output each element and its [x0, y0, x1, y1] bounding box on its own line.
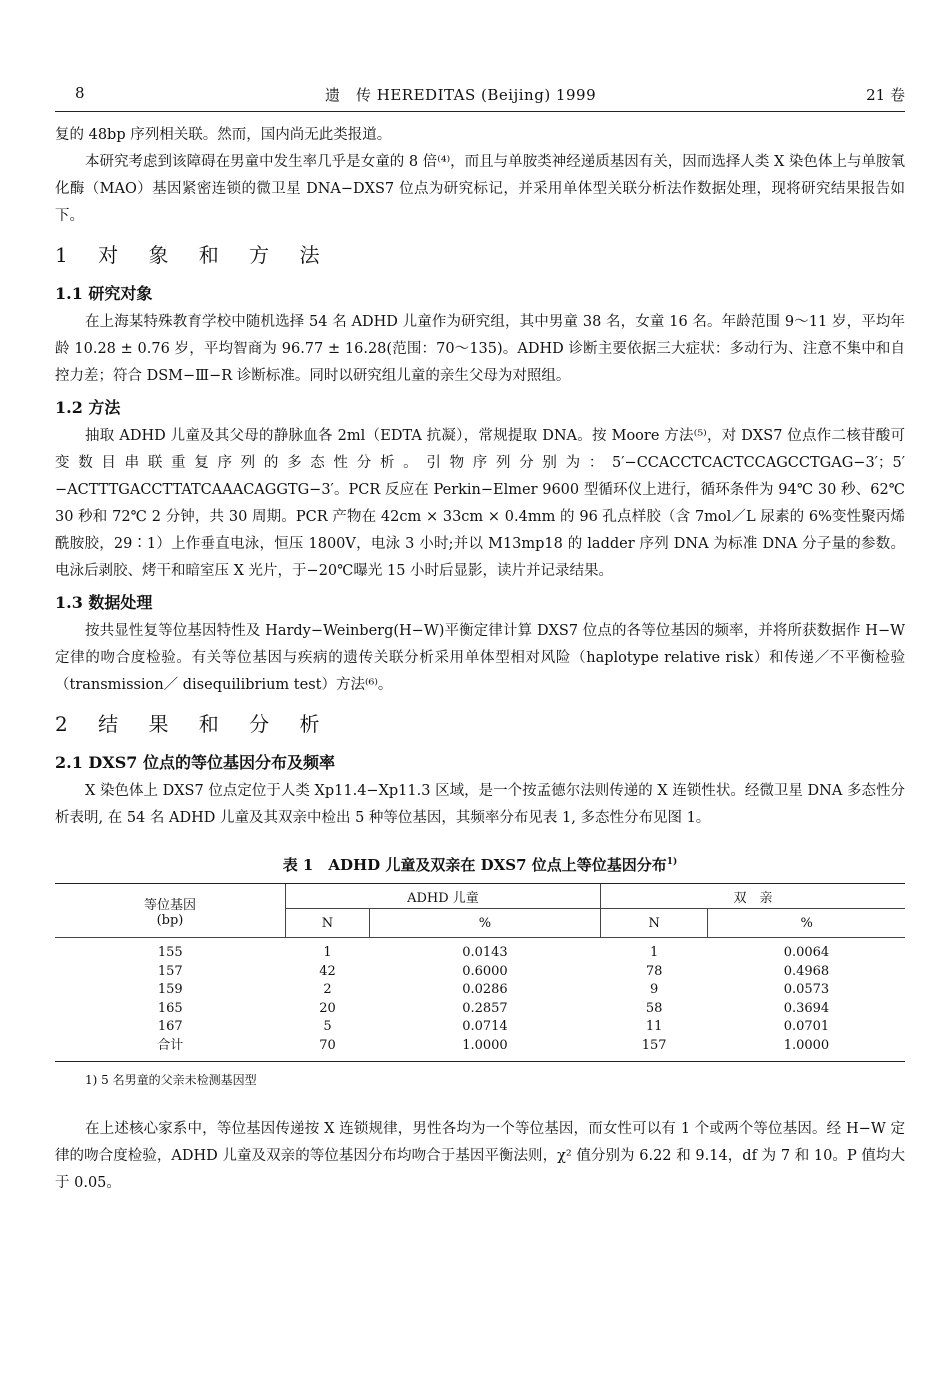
- children-n-cell: 1: [323, 945, 332, 960]
- allele-cell: 157: [157, 963, 183, 979]
- subsection-1-3-heading: 1.3 数据处理: [55, 593, 153, 612]
- table-row: [55, 938, 905, 963]
- subsection-1-3-text: 按共显性复等位基因特性及 Hardy−Weinberg(H−W)平衡定律计算 DXS7 位点的各等位基因的频率，并将所获数据作 H−W 定律的吻合度检验。有关等位基因与疾病的遗传关联分析采用单体型相对风险（haplotype relative risk）和传递／不平衡检验（transmission／ disequilibrium test）方法⁽⁶⁾。: [55, 623, 905, 693]
- subsection-1-2-heading: 1.2 方法: [55, 398, 121, 417]
- children-pct-cell: 1.0000: [369, 1037, 600, 1062]
- parents-group-header: 双 亲: [600, 884, 905, 909]
- parents-n-cell: 78: [645, 963, 663, 979]
- parents-pct-cell: 0.0064: [783, 945, 830, 960]
- children-n-cell: 5: [323, 1019, 332, 1034]
- volume-label: 21 卷: [866, 86, 905, 104]
- table-1-title-text: 表 1 ADHD 儿童及双亲在 DXS7 位点上等位基因分布: [282, 856, 667, 874]
- parents-n-cell: 157: [600, 1037, 708, 1062]
- children-n-cell: 20: [319, 1000, 336, 1016]
- children-group-header: ADHD 儿童: [286, 884, 601, 909]
- parents-n-header: N: [600, 909, 708, 938]
- header-rule: [55, 111, 905, 112]
- subsection-1-1-heading: 1.1 研究对象: [55, 284, 153, 303]
- table-1-title-footnote-mark: 1): [666, 857, 678, 867]
- parents-n-cell: 11: [645, 1019, 663, 1034]
- allele-distribution-table: [55, 883, 905, 1062]
- journal-name: 遗 传 HEREDITAS (Beijing) 1999: [325, 86, 597, 104]
- children-n-cell: 2: [323, 982, 332, 997]
- page-number: 8: [75, 84, 85, 102]
- table-1-footnote: 1) 5 名男童的父亲未检测基因型: [85, 1073, 257, 1087]
- intro-continuation: 复的 48bp 序列相关联。然而，国内尚无此类报道。: [55, 127, 392, 143]
- parents-pct-cell: 0.0701: [783, 1019, 830, 1034]
- table-total-row: [55, 1037, 905, 1062]
- subsection-2-1-heading: 2.1 DXS7 位点的等位基因分布及频率: [55, 753, 335, 772]
- subsection-1-1-text: 在上海某特殊教育学校中随机选择 54 名 ADHD 儿童作为研究组，其中男童 38 名，女童 16 名。年龄范围 9～11 岁，平均年龄 10.28 ± 0.76 岁，平均智商为 96.77 ± 16.28(范围：70～135)。ADHD 诊断主要依据三大症状：多动行为、注意不集中和自控力差；符合 DSM−Ⅲ−R 诊断标准。同时以研究组儿童的亲生父母为对照组。: [55, 314, 905, 384]
- parents-n-cell: 58: [645, 1000, 663, 1016]
- allele-header-line1: 等位基因: [143, 897, 196, 913]
- allele-cell: 167: [157, 1019, 183, 1034]
- children-pct-cell: 0.0714: [462, 1019, 508, 1034]
- allele-cell: 159: [157, 982, 183, 997]
- table-row: [55, 1018, 905, 1037]
- parents-n-cell: 9: [650, 982, 659, 997]
- allele-header-line2: (bp): [156, 912, 184, 928]
- parents-n-cell: 1: [650, 945, 659, 960]
- table-1-title: [55, 850, 905, 877]
- parents-pct-cell: 0.3694: [783, 1000, 830, 1016]
- allele-column-header: [55, 884, 286, 938]
- table-row: [55, 963, 905, 982]
- table-row: [55, 981, 905, 1000]
- children-pct-cell: 0.0286: [462, 982, 508, 997]
- parents-pct-cell: 0.4968: [783, 963, 830, 979]
- subsection-1-2-text: 抽取 ADHD 儿童及其父母的静脉血各 2ml（EDTA 抗凝），常规提取 DNA。按 Moore 方法⁽⁵⁾，对 DXS7 位点作二核苷酸可变数目串联重复序列的多态性分析。引物序列分别为：5′−CCACCTCACTCCAGCCTGAG−3′；5′−ACTTTGACCTTATCAAACAGGTG−3′。PCR 反应在 Perkin−Elmer 9600 型循环仪上进行，循环条件为 94℃ 30 秒、62℃ 30 秒和 72℃ 2 分钟，共 30 周期。PCR 产物在 42cm × 33cm × 0.4mm 的 96 孔点样胶（含 7mol／L 尿素的 6%变性聚丙烯酰胺胶，29∶1）上作垂直电泳，恒压 1800V，电泳 3 小时;并以 M13mp18 的 ladder 序列 DNA 为标准 DNA 分子量的参数。电泳后剥胶、烤干和暗室压 X 光片，于−20℃曝光 15 小时后显影，读片并记录结果。: [55, 428, 905, 579]
- table-row: [55, 1000, 905, 1019]
- section-1-heading: 1 对 象 和 方 法: [55, 243, 332, 267]
- parents-pct-cell: 0.0573: [783, 982, 830, 997]
- subsection-2-1-text: X 染色体上 DXS7 位点定位于人类 Xp11.4−Xp11.3 区域，是一个按孟德尔法则传递的 X 连锁性状。经微卫星 DNA 多态性分析表明, 在 54 名 ADHD 儿童及其双亲中检出 5 种等位基因，其频率分布见表 1, 多态性分布见图 1。: [55, 783, 905, 826]
- children-pct-header: %: [369, 909, 600, 938]
- allele-cell: 165: [157, 1000, 183, 1016]
- section-2-heading: 2 结 果 和 分 析: [55, 712, 332, 736]
- children-pct-cell: 0.2857: [462, 1000, 508, 1016]
- intro-paragraph: 本研究考虑到该障碍在男童中发生率几乎是女童的 8 倍⁽⁴⁾，而且与单胺类神经递质基因有关，因而选择人类 X 染色体上与单胺氧化酶（MAO）基因紧密连锁的微卫星 DNA−DXS7 位点为研究标记，并采用单体型关联分析法作数据处理，现将研究结果报告如下。: [55, 154, 905, 224]
- running-header: [55, 84, 905, 108]
- parents-pct-header: %: [708, 909, 905, 938]
- children-n-cell: 70: [286, 1037, 370, 1062]
- children-pct-cell: 0.6000: [462, 963, 508, 979]
- allele-cell: 155: [157, 945, 183, 960]
- children-n-cell: 42: [319, 963, 336, 979]
- closing-paragraph: 在上述核心家系中，等位基因传递按 X 连锁规律，男性各均为一个等位基因，而女性可以有 1 个或两个等位基因。经 H−W 定律的吻合度检验，ADHD 儿童及双亲的等位基因分布均吻合于基因平衡法则，χ² 值分别为 6.22 和 9.14，df 为 7 和 10。P 值均大于 0.05。: [55, 1121, 905, 1191]
- parents-pct-cell: 1.0000: [708, 1037, 905, 1062]
- article-body: [55, 122, 905, 1197]
- children-n-header: N: [286, 909, 370, 938]
- allele-cell: 合计: [55, 1037, 286, 1062]
- children-pct-cell: 0.0143: [462, 945, 508, 960]
